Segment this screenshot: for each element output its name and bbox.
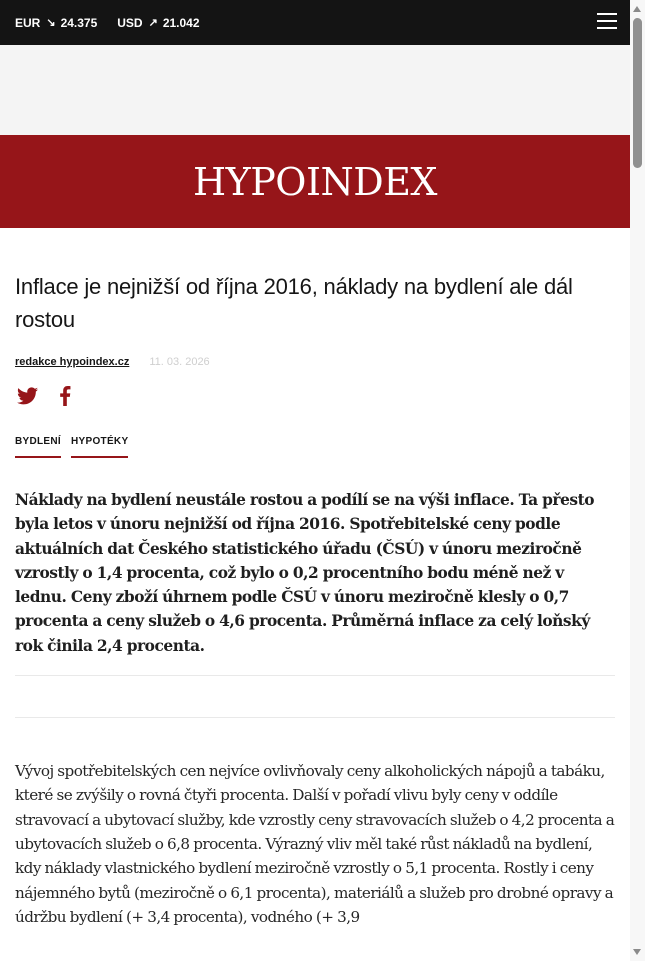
scroll-up-arrow-icon[interactable] bbox=[633, 6, 641, 12]
brand-header bbox=[0, 135, 630, 228]
tag-bydleni[interactable]: BYDLENÍ bbox=[15, 436, 61, 458]
currency-topbar bbox=[0, 0, 630, 45]
hamburger-menu-icon[interactable] bbox=[597, 13, 617, 31]
rate-code: USD bbox=[117, 15, 143, 30]
divider bbox=[15, 675, 615, 676]
page-scrollbar[interactable] bbox=[630, 0, 645, 961]
author-link[interactable]: redakce hypoindex.cz bbox=[15, 356, 130, 368]
article bbox=[0, 270, 630, 929]
rate-value: 21.042 bbox=[162, 15, 200, 30]
rate-usd bbox=[117, 16, 199, 30]
facebook-icon[interactable] bbox=[53, 384, 77, 408]
rate-value: 24.375 bbox=[60, 15, 98, 30]
article-meta bbox=[15, 356, 615, 368]
tag-hypoteky[interactable]: HYPOTÉKY bbox=[71, 436, 128, 458]
site-logo[interactable]: HYPOINDEX bbox=[193, 159, 437, 204]
article-perex: Náklady na bydlení neustále rostou a podílí se na výši inflace. Ta přesto byla letos v únoru nejnižší od října 2016. Spotřebitelské ceny podle aktuálních dat Českého statistického úřadu (ČSÚ) v únoru meziročně vzrostly o 1,4 procenta, což bylo o 0,2 procentního bodu méně než v lednu. Ceny zboží úhrnem podle ČSÚ v únoru meziročně klesly o 0,7 procenta a ceny služeb o 4,6 procenta. Průměrná inflace za celý loňský rok činila 2,4 procenta. bbox=[15, 491, 595, 655]
arrow-up-right-icon: ↗ bbox=[148, 17, 158, 29]
scroll-down-arrow-icon[interactable] bbox=[633, 949, 641, 955]
ad-placeholder bbox=[0, 45, 630, 135]
article-title: Inflace je nejnižší od října 2016, náklady na bydlení ale dál rostou bbox=[15, 274, 573, 332]
divider bbox=[15, 717, 615, 718]
share-buttons bbox=[15, 384, 615, 408]
scroll-thumb[interactable] bbox=[633, 18, 642, 168]
arrow-down-right-icon: ↘ bbox=[46, 17, 56, 29]
publish-date: 11. 03. 2026 bbox=[149, 356, 210, 368]
article-tags bbox=[15, 436, 615, 458]
rate-eur bbox=[15, 16, 97, 30]
twitter-icon[interactable] bbox=[15, 384, 39, 408]
rate-code: EUR bbox=[15, 15, 41, 30]
article-body-paragraph: Vývoj spotřebitelských cen nejvíce ovlivňovaly ceny alkoholických nápojů a tabáku, které se zvýšily o rovná čtyři procenta. Další v pořadí vlivu byly ceny v oddíle stravovací a ubytovací služby, kde vzrostly ceny stravovacích služeb o 4,2 procenta a ubytovacích služeb o 6,8 procenta. Výrazný vliv měl také růst nákladů na bydlení, kdy náklady vlastnického bydlení meziročně vzrostly o 5,1 procenta. Rostly i ceny nájemného bytů (meziročně o 6,1 procenta), materiálů a služeb pro drobné opravy a údržbu bydlení (+ 3,4 procenta), vodného (+ 3,9 bbox=[15, 762, 615, 926]
